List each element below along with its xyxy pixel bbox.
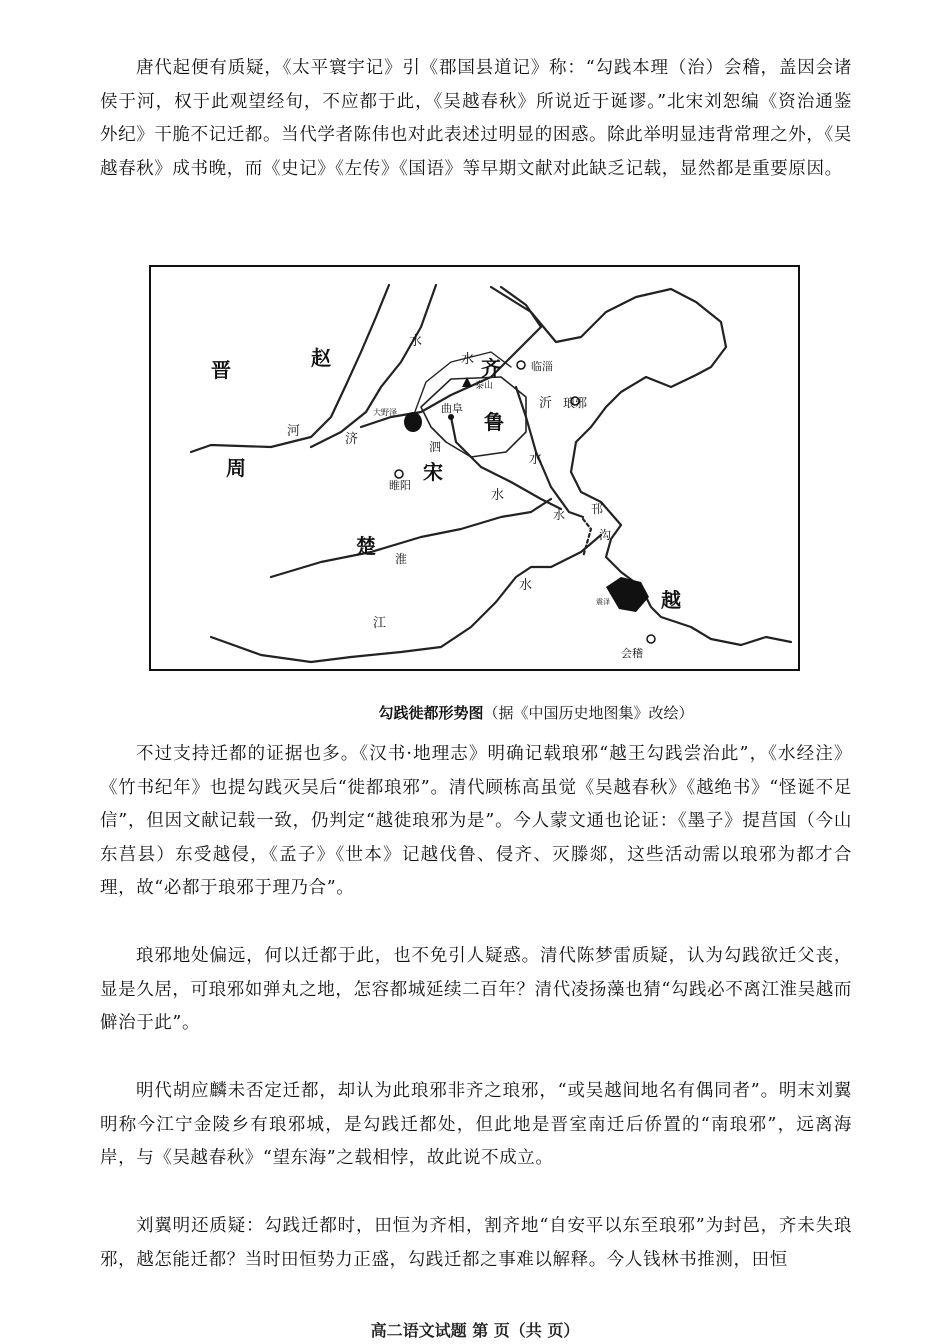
map-source: （据《中国历史地图集》改绘） bbox=[483, 704, 694, 722]
river-label-shui-2: 水 bbox=[461, 352, 475, 367]
river-si bbox=[451, 417, 561, 509]
kuaiji-dot bbox=[647, 635, 655, 643]
state-song: 宋 bbox=[423, 460, 443, 484]
map-caption bbox=[100, 702, 852, 723]
river-label-yi: 沂 bbox=[539, 396, 553, 411]
page-footer: 高二语文试题 第 页（共 页） bbox=[370, 1321, 580, 1340]
river-label-shui-4: 水 bbox=[491, 488, 505, 503]
river-label-shui-6: 水 bbox=[519, 578, 533, 593]
map-title: 勾践徙都形势图 bbox=[378, 704, 484, 722]
city-daye: 大野泽 bbox=[373, 408, 397, 417]
city-zhenze: 震泽 bbox=[596, 598, 610, 606]
river-label-gou: 沟 bbox=[599, 528, 612, 542]
river-label-si: 泗 bbox=[429, 440, 442, 454]
city-langya: 琅邪 bbox=[563, 396, 588, 410]
state-jin: 晋 bbox=[211, 358, 231, 382]
zhenze-lake bbox=[606, 577, 649, 612]
river-label-he: 河 bbox=[287, 424, 301, 439]
river-label-jiang: 江 bbox=[373, 616, 387, 631]
river-label-huai: 淮 bbox=[395, 552, 408, 566]
city-qufu: 曲阜 bbox=[441, 402, 463, 415]
paragraph-1: 唐代起便有质疑，《太平寰宇记》引《郡国县道记》称：“勾践本理（治）会稽，盖因会诸侯于河，权于此观望经旬，不应都于此，《吴越春秋》所说近于诞谬。”北宋刘恕编《资治通鉴外纪》干脆不记迁都。当代学者陈伟也对此表述过明显的困惑。除此举明显违背常理之外，《吴越春秋》成书晚，而《史记》《左传》《国语》等早期文献对此缺乏记载，显然都是重要原因。 bbox=[100, 58, 852, 179]
map-svg bbox=[151, 267, 798, 669]
paragraph-5: 刘翼明还质疑：勾践迁都时，田恒为齐相，割齐地“自安平以东至琅邪”为封邑，齐未失琅邪，越怎能迁都？当时田恒势力正盛，勾践迁都之事难以解释。今人钱林书推测，田恒 bbox=[100, 1216, 852, 1270]
state-qi: 齐 bbox=[481, 356, 501, 380]
river-label-han: 邗 bbox=[591, 502, 604, 516]
city-kuaiji: 会稽 bbox=[621, 647, 643, 660]
river-label-ji: 济 bbox=[345, 432, 359, 447]
suiyang-dot bbox=[395, 470, 403, 478]
map-figure bbox=[149, 265, 800, 671]
canal-hangou bbox=[583, 519, 591, 557]
state-zhou: 周 bbox=[226, 456, 246, 480]
city-taishan: 泰山 bbox=[475, 381, 494, 391]
city-suiyang: 睢阳 bbox=[389, 479, 411, 492]
paragraph-3: 琅邪地处偏远，何以迁都于此，也不免引人疑惑。清代陈梦雷质疑，认为勾践欲迁父丧，显是久居，可琅邪如弹丸之地，怎容都城延续二百年？清代凌扬藻也猜“勾践必不离江淮吴越而僻治于此”。 bbox=[100, 946, 852, 1033]
river-label-shui-5: 水 bbox=[553, 508, 566, 522]
paragraph-4: 明代胡应麟未否定迁都，却认为此琅邪非齐之琅邪，“或吴越间地名有偶同者”。明末刘翼明称今江宁金陵乡有琅邪城，是勾践迁都处，但此地是晋室南迁后侨置的“南琅邪”，远离海岸，与《吴越春秋》“望东海”之载相悖，故此说不成立。 bbox=[100, 1081, 852, 1168]
state-yue: 越 bbox=[661, 588, 681, 612]
river-label-shui-3: 水 bbox=[529, 452, 543, 467]
state-zhao: 赵 bbox=[311, 346, 331, 370]
state-lu: 鲁 bbox=[484, 410, 504, 434]
city-linzi: 临淄 bbox=[531, 360, 553, 373]
state-chu: 楚 bbox=[356, 534, 376, 558]
daye-lake bbox=[404, 412, 422, 432]
linzi-dot bbox=[517, 361, 525, 369]
river-huai bbox=[271, 499, 551, 577]
river-label-shui-1: 水 bbox=[409, 334, 423, 349]
paragraph-2: 不过支持迁都的证据也多。《汉书·地理志》明确记载琅邪“越王勾践尝治此”，《水经注》《竹书纪年》也提勾践灭吴后“徙都琅邪”。清代顾栋高虽觉《吴越春秋》《越绝书》“怪诞不足信”，但因文献记载一致，仍判定“越徙琅邪为是”。今人蒙文通也论证：《墨子》提莒国（今山东莒县）东受越侵，《孟子》《世本》记越伐鲁、侵齐、灭滕郯，这些活动需以琅邪为都才合理，故“必都于琅邪于理乃合”。 bbox=[100, 744, 852, 898]
